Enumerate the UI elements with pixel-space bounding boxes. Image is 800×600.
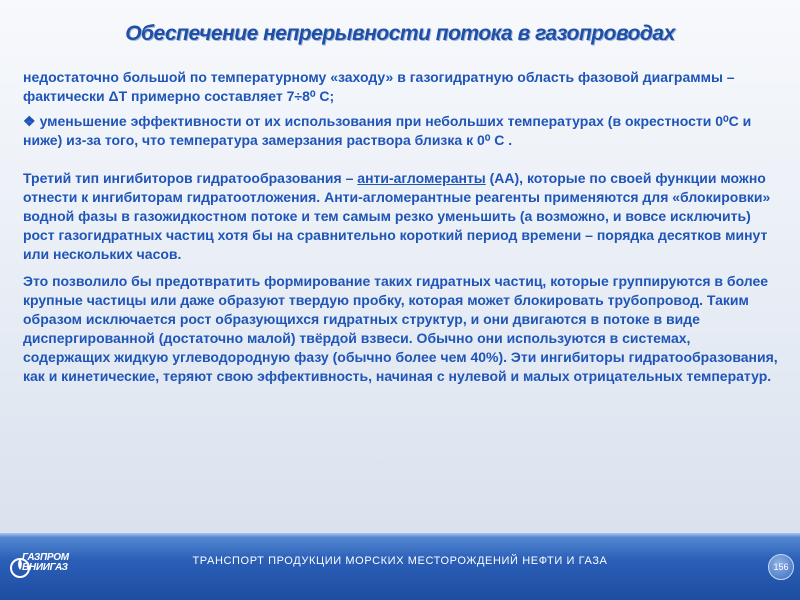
- anti-agglomerants-term: анти-агломеранты: [357, 170, 486, 186]
- slide-title: Обеспечение непрерывности потока в газопроводах: [125, 22, 675, 45]
- page-number-badge: 156: [768, 554, 794, 580]
- paragraph-temperature-range: недостаточно большой по температурному «заходу» в газогидратную область фазовой диаграммы – фактически ΔТ примерно составляет 7÷8⁰ С;: [23, 69, 735, 104]
- anti-agglomerants-description: (АА), которые по своей функции можно отнести к ингибиторам гидратоотложения. Анти-агломерантные реагенты применяются для «блокировки» водной фазы в газожидкостном потоке и тем самым резко уменьшить (а возможно, и вовсе исключить) рост газогидратных частиц хотя бы на сравнительно короткий период времени – порядка десятков минут или нескольких часов.: [23, 170, 771, 262]
- footer-bar: [0, 533, 800, 600]
- paragraph-anti-agglomerants: [23, 169, 778, 264]
- slide-body: [23, 68, 778, 386]
- anti-agglomerants-intro: Третий тип ингибиторов гидратообразования –: [23, 170, 358, 186]
- footer-caption: ТРАНСПОРТ ПРОДУКЦИИ МОРСКИХ МЕСТОРОЖДЕНИЙ НЕФТИ И ГАЗА: [192, 555, 608, 567]
- logo-line-2: ВНИИГАЗ: [22, 562, 68, 573]
- bullet-efficiency-item: [23, 112, 778, 150]
- logo-line-1: ГАЗПРОМ: [22, 552, 69, 563]
- paragraph-hydrate-prevention: Это позволило бы предотвратить формирование таких гидратных частиц, которые группируются в более крупные частицы или даже образуют твердую пробку, которая может блокировать трубопровод. Таким образом исключается рост образующихся гидратных структур, и они двигаются в потоке в виде диспергированной (достаточно малой) твёрдой взвеси. Обычно они используются в системах, содержащих жидкую углеводородную фазу (обычно более чем 40%). Эти ингибиторы гидратообразования, как и кинетические, теряют свою эффективность, начиная с нулевой и малых отрицательных температур.: [23, 273, 778, 384]
- diamond-bullet-icon: ❖: [23, 113, 36, 129]
- bullet-efficiency-text: уменьшение эффективности от их использования при небольших температурах (в окрестности 0⁰С и ниже) из-за того, что температура замерзания раствора близка к 0⁰ С .: [23, 113, 752, 148]
